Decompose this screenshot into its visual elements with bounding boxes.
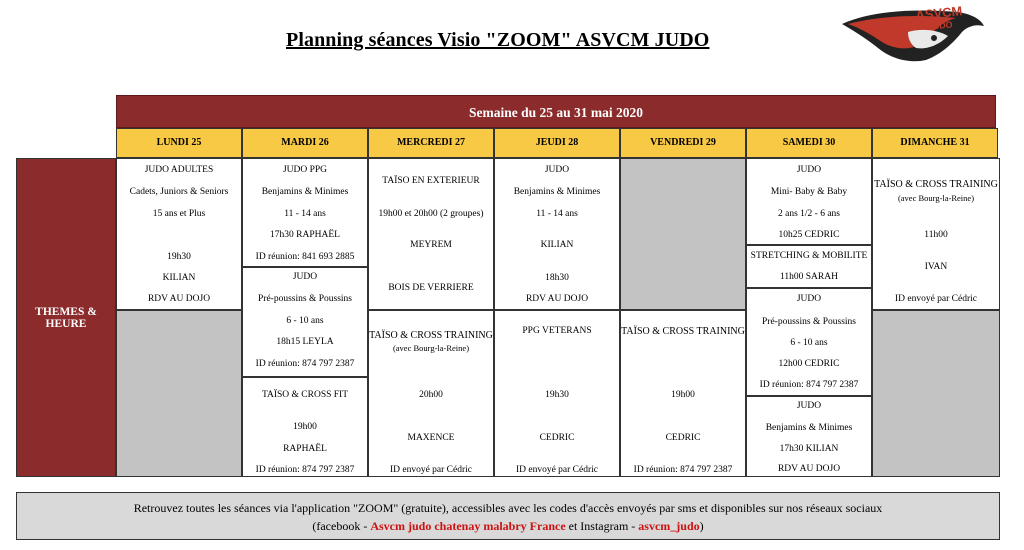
facebook-link[interactable]: Asvcm judo chatenay malabry France bbox=[370, 519, 566, 533]
session-group: Pré-poussins & Poussins bbox=[258, 294, 352, 304]
session-samedi-judo-poussins bbox=[746, 288, 872, 396]
session-title: JUDO bbox=[796, 294, 822, 304]
session-mardi-judo bbox=[242, 267, 368, 377]
session-age: 2 ans 1/2 - 6 ans bbox=[777, 209, 840, 219]
session-meeting-id: ID réunion: 841 693 2885 bbox=[255, 252, 355, 262]
session-age: 6 - 10 ans bbox=[790, 338, 828, 348]
session-vendredi-taiso-cross bbox=[620, 310, 746, 477]
session-title: STRETCHING & MOBILITE bbox=[750, 251, 868, 261]
session-location: RDV AU DOJO bbox=[147, 294, 211, 304]
session-meeting-id: ID envoyé par Cédric bbox=[389, 465, 473, 475]
session-group: Cadets, Juniors & Seniors bbox=[129, 187, 229, 197]
footer-line1: Retrouvez toutes les séances via l'application "ZOOM" (gratuite), accessibles avec les codes d'accès envoyés par sms et disponibles sur nos réseaux sociaux bbox=[133, 501, 883, 515]
session-title: TAÏSO & CROSS FIT bbox=[261, 390, 349, 400]
session-lundi-judo-adultes bbox=[116, 158, 242, 310]
session-time: 18h30 bbox=[545, 273, 569, 283]
session-meeting-id: ID réunion: 874 797 2387 bbox=[255, 465, 355, 475]
theme-label-line1: THEMES & bbox=[35, 305, 97, 318]
session-title: TAÏSO & CROSS TRAINING bbox=[621, 326, 745, 337]
theme-label-line2: HEURE bbox=[45, 317, 87, 330]
session-age: 11 - 14 ans bbox=[284, 209, 326, 219]
session-title: JUDO ADULTES bbox=[144, 165, 214, 175]
session-coach: RAPHAËL bbox=[283, 444, 327, 454]
session-time: 19h00 bbox=[293, 422, 317, 432]
session-time: 19h30 bbox=[167, 252, 191, 262]
footer-line2-start: (facebook - bbox=[312, 519, 371, 533]
club-logo bbox=[838, 2, 986, 66]
session-title: PPG VETERANS bbox=[522, 326, 592, 336]
session-title: TAÏSO & CROSS TRAINING bbox=[874, 179, 998, 190]
session-title: TAÏSO & CROSS TRAINING bbox=[369, 330, 493, 341]
session-time: 19h30 bbox=[545, 390, 569, 400]
week-banner: Semaine du 25 au 31 mai 2020 bbox=[116, 95, 996, 128]
empty-cell-dimanche bbox=[872, 310, 1000, 477]
empty-cell-vendredi bbox=[620, 158, 746, 310]
page-title: Planning séances Visio "ZOOM" ASVCM JUDO bbox=[286, 29, 710, 51]
session-mercredi-taiso-exterieur bbox=[368, 158, 494, 310]
session-location: RDV AU DOJO bbox=[777, 464, 841, 474]
day-header-mercredi: MERCREDI 27 bbox=[368, 128, 494, 158]
footer-line2-end: ) bbox=[699, 519, 704, 533]
day-header-lundi: LUNDI 25 bbox=[116, 128, 242, 158]
session-time: 11h00 bbox=[924, 230, 948, 240]
session-jeudi-ppg-veterans bbox=[494, 310, 620, 477]
session-coach: CEDRIC bbox=[665, 433, 701, 443]
session-title: JUDO bbox=[796, 401, 822, 411]
day-header-vendredi: VENDREDI 29 bbox=[620, 128, 746, 158]
theme-label bbox=[16, 158, 116, 477]
session-meeting-id: ID réunion: 874 797 2387 bbox=[633, 465, 733, 475]
session-time-coach: 10h25 CEDRIC bbox=[778, 230, 840, 240]
session-dimanche-taiso-cross bbox=[872, 158, 1000, 310]
session-partner: (avec Bourg-la-Reine) bbox=[392, 343, 470, 353]
session-mardi-judo-ppg bbox=[242, 158, 368, 267]
session-time: 19h00 bbox=[671, 390, 695, 400]
session-coach: CEDRIC bbox=[539, 433, 575, 443]
session-group: Benjamins & Minimes bbox=[513, 187, 601, 197]
session-group: Benjamins & Minimes bbox=[261, 187, 349, 197]
session-coach: KILIAN bbox=[540, 240, 574, 250]
session-time-coach: 12h00 CEDRIC bbox=[778, 359, 840, 369]
instagram-link[interactable]: asvcm_judo bbox=[638, 519, 700, 533]
svg-text:ASVCM: ASVCM bbox=[914, 3, 964, 23]
session-partner: (avec Bourg-la-Reine) bbox=[897, 193, 975, 203]
session-title: TAÏSO EN EXTERIEUR bbox=[382, 176, 480, 186]
day-header-mardi: MARDI 26 bbox=[242, 128, 368, 158]
session-age: 15 ans et Plus bbox=[152, 209, 206, 219]
session-title: JUDO bbox=[292, 272, 318, 282]
session-age: 11 - 14 ans bbox=[536, 209, 578, 219]
session-time-coach: 18h15 LEYLA bbox=[276, 337, 334, 347]
session-coach: MAXENCE bbox=[407, 433, 455, 443]
svg-text:JUDO: JUDO bbox=[927, 19, 954, 32]
session-mardi-taiso-crossfit bbox=[242, 377, 368, 477]
day-header-dimanche: DIMANCHE 31 bbox=[872, 128, 998, 158]
session-location: BOIS DE VERRIERE bbox=[388, 283, 474, 293]
session-age: 6 - 10 ans bbox=[286, 316, 324, 326]
session-samedi-judo-benjamins bbox=[746, 396, 872, 477]
session-time: 20h00 bbox=[419, 390, 443, 400]
session-time-coach: 17h30 RAPHAËL bbox=[270, 230, 340, 240]
session-time-coach: 17h30 KILIAN bbox=[779, 444, 839, 454]
session-samedi-judo-baby bbox=[746, 158, 872, 245]
session-location: RDV AU DOJO bbox=[525, 294, 589, 304]
session-time-coach: 11h00 SARAH bbox=[780, 272, 838, 282]
session-time: 19h00 et 20h00 (2 groupes) bbox=[378, 209, 484, 219]
session-title: JUDO bbox=[544, 165, 570, 175]
session-title: JUDO bbox=[796, 165, 822, 175]
session-meeting-id: ID réunion: 874 797 2387 bbox=[255, 359, 355, 369]
empty-cell-lundi bbox=[116, 310, 242, 477]
session-title: JUDO PPG bbox=[282, 165, 328, 175]
footer-line2 bbox=[17, 519, 999, 534]
session-samedi-stretching bbox=[746, 245, 872, 288]
session-meeting-id: ID réunion: 874 797 2387 bbox=[759, 380, 859, 390]
session-group: Mini- Baby & Baby bbox=[770, 187, 848, 197]
session-meeting-id: ID envoyé par Cédric bbox=[894, 294, 978, 304]
session-mercredi-taiso-cross bbox=[368, 310, 494, 477]
session-coach: MEYREM bbox=[410, 240, 452, 250]
session-meeting-id: ID envoyé par Cédric bbox=[515, 465, 599, 475]
session-coach: IVAN bbox=[924, 262, 948, 272]
day-header-samedi: SAMEDI 30 bbox=[746, 128, 872, 158]
session-coach: KILIAN bbox=[162, 273, 196, 283]
session-group: Benjamins & Minimes bbox=[765, 423, 853, 433]
footer-notice bbox=[16, 492, 1000, 540]
day-header-jeudi: JEUDI 28 bbox=[494, 128, 620, 158]
footer-line2-middle: et Instagram - bbox=[565, 519, 639, 533]
session-group: Pré-poussins & Poussins bbox=[762, 317, 856, 327]
session-jeudi-judo bbox=[494, 158, 620, 310]
